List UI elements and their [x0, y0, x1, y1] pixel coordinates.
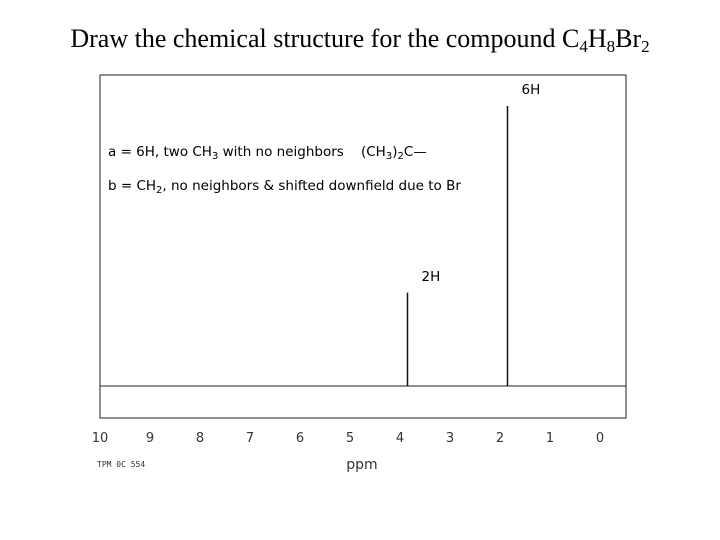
title-br-subscript: 2 — [641, 37, 650, 56]
annotation-a-tail: C— — [403, 144, 427, 160]
annotation-b-lead: b = CH — [108, 178, 157, 194]
x-tick-label: 7 — [245, 431, 255, 446]
x-tick-label: 4 — [395, 431, 405, 446]
x-tick-label: 3 — [445, 431, 455, 446]
annotation-a-mid2: ) — [392, 144, 398, 160]
x-tick-label: 8 — [195, 431, 205, 446]
x-tick-labels — [92, 431, 604, 446]
x-tick-label: 6 — [295, 431, 305, 446]
x-tick-label: 10 — [91, 431, 109, 446]
peak-label: 6H — [521, 82, 541, 98]
annotation-b-tail: , no neighbors & shifted downfield due to Br — [162, 178, 461, 194]
spectrum-id: TPM 0C 554 — [97, 460, 146, 469]
plot-frame — [100, 75, 626, 418]
annotation-b-sub1: 2 — [156, 185, 163, 196]
annotation-a-lead: a = 6H, two CH — [108, 144, 212, 160]
x-tick-label: 1 — [545, 431, 555, 446]
peak-label: 2H — [421, 268, 441, 285]
title-text: Draw the chemical structure for the compound C — [70, 24, 580, 53]
title-br: Br — [615, 24, 642, 53]
title-h-subscript: 8 — [606, 37, 616, 56]
annotation-a-sub3: 2 — [397, 151, 404, 162]
x-tick-label: 0 — [595, 431, 605, 446]
annotation-a-mid: with no neighbors (CH — [218, 144, 386, 160]
annotation-a-sub2: 3 — [385, 151, 393, 162]
annotation-a — [108, 144, 427, 162]
x-tick-label: 5 — [345, 431, 355, 446]
title-h: H — [587, 24, 607, 53]
annotation-b — [108, 178, 461, 196]
title-c-subscript: 4 — [579, 37, 588, 56]
x-tick-label: 2 — [495, 431, 505, 446]
annotation-a-sub1: 3 — [211, 151, 219, 162]
x-tick-label: 9 — [145, 431, 155, 446]
x-axis-label: ppm — [346, 457, 378, 473]
